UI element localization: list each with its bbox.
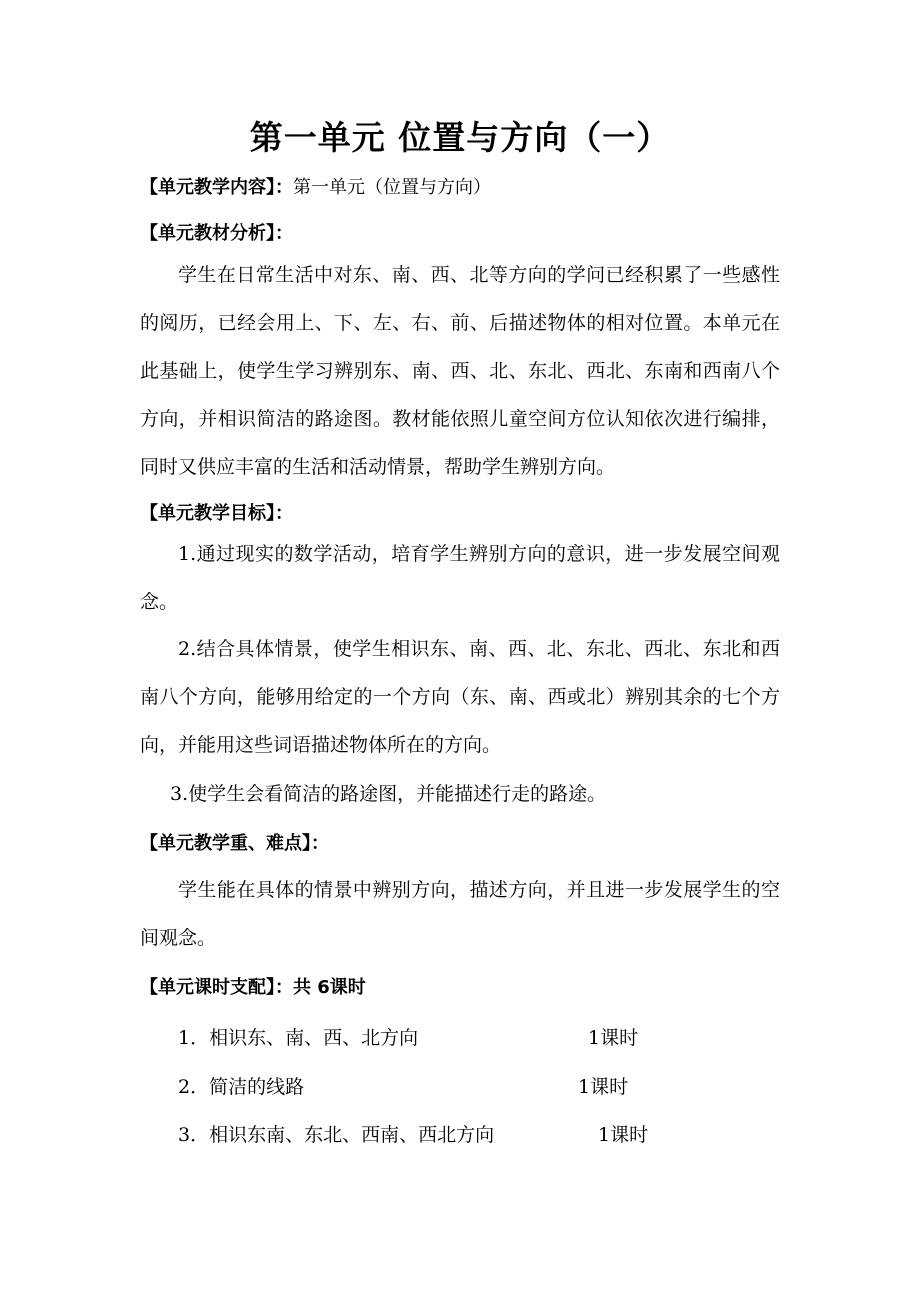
schedule-row xyxy=(178,1072,629,1099)
goal-text: 2.结合具体情景，使学生相识东、南、西、北、东北、西北、东北和西南八个方向，能够用给定的一个方向（东、南、西或北）辨别其余的七个方向，并能用这些词语描述物体所在的方向。 xyxy=(140,638,780,756)
content-value: 第一单元（位置与方向） xyxy=(293,177,491,198)
analysis-label: 【单元教材分析】： xyxy=(140,223,293,244)
keypoints-text: 学生能在具体的情景中辨别方向，描述方向，并且进一步发展学生的空间观念。 xyxy=(140,879,780,949)
analysis-text: 学生在日常生活中对东、南、西、北等方向的学问已经积累了一些感性的阅历，已经会用上、下、左、右、前、后描述物体的相对位置。本单元在此基础上，使学生学习辨别东、南、西、北、东北、西北、东南和西南八个方向，并相识简洁的路途图。教材能依照儿童空间方位认知依次进行编排，同时又供应丰富的生活和活动情景，帮助学生辨别方向。 xyxy=(140,264,780,478)
schedule-row xyxy=(178,1120,649,1147)
goal-text: 3.使学生会看简洁的路途图，并能描述行走的路途。 xyxy=(170,783,607,805)
schedule-item-hours: 1课时 xyxy=(588,1027,639,1049)
goal-text: 1.通过现实的数学活动，培育学生辨别方向的意识，进一步发展空间观念。 xyxy=(140,543,780,613)
schedule-item-name: 1．相识东、南、西、北方向 xyxy=(178,1027,419,1049)
keypoints-paragraph xyxy=(140,866,780,962)
goal-item-1 xyxy=(140,530,780,626)
goal-item-3 xyxy=(140,770,780,818)
goals-label: 【单元教学目标】： xyxy=(140,503,293,524)
schedule-label: 【单元课时支配】：共 6课时 xyxy=(140,977,366,998)
goal-item-2 xyxy=(140,625,780,769)
schedule-item-name: 2．简洁的线路 xyxy=(178,1076,305,1098)
content-line xyxy=(140,175,491,200)
schedule-row xyxy=(178,1023,639,1050)
keypoints-label: 【单元教学重、难点】： xyxy=(140,833,329,854)
schedule-item-hours: 1课时 xyxy=(598,1124,649,1146)
schedule-item-hours: 1课时 xyxy=(578,1076,629,1098)
page-title: 第一单元 位置与方向（一） xyxy=(249,118,671,157)
analysis-paragraph xyxy=(140,251,780,491)
schedule-item-name: 3．相识东南、东北、西南、西北方向 xyxy=(178,1124,495,1146)
content-label: 【单元教学内容】： xyxy=(140,177,293,198)
